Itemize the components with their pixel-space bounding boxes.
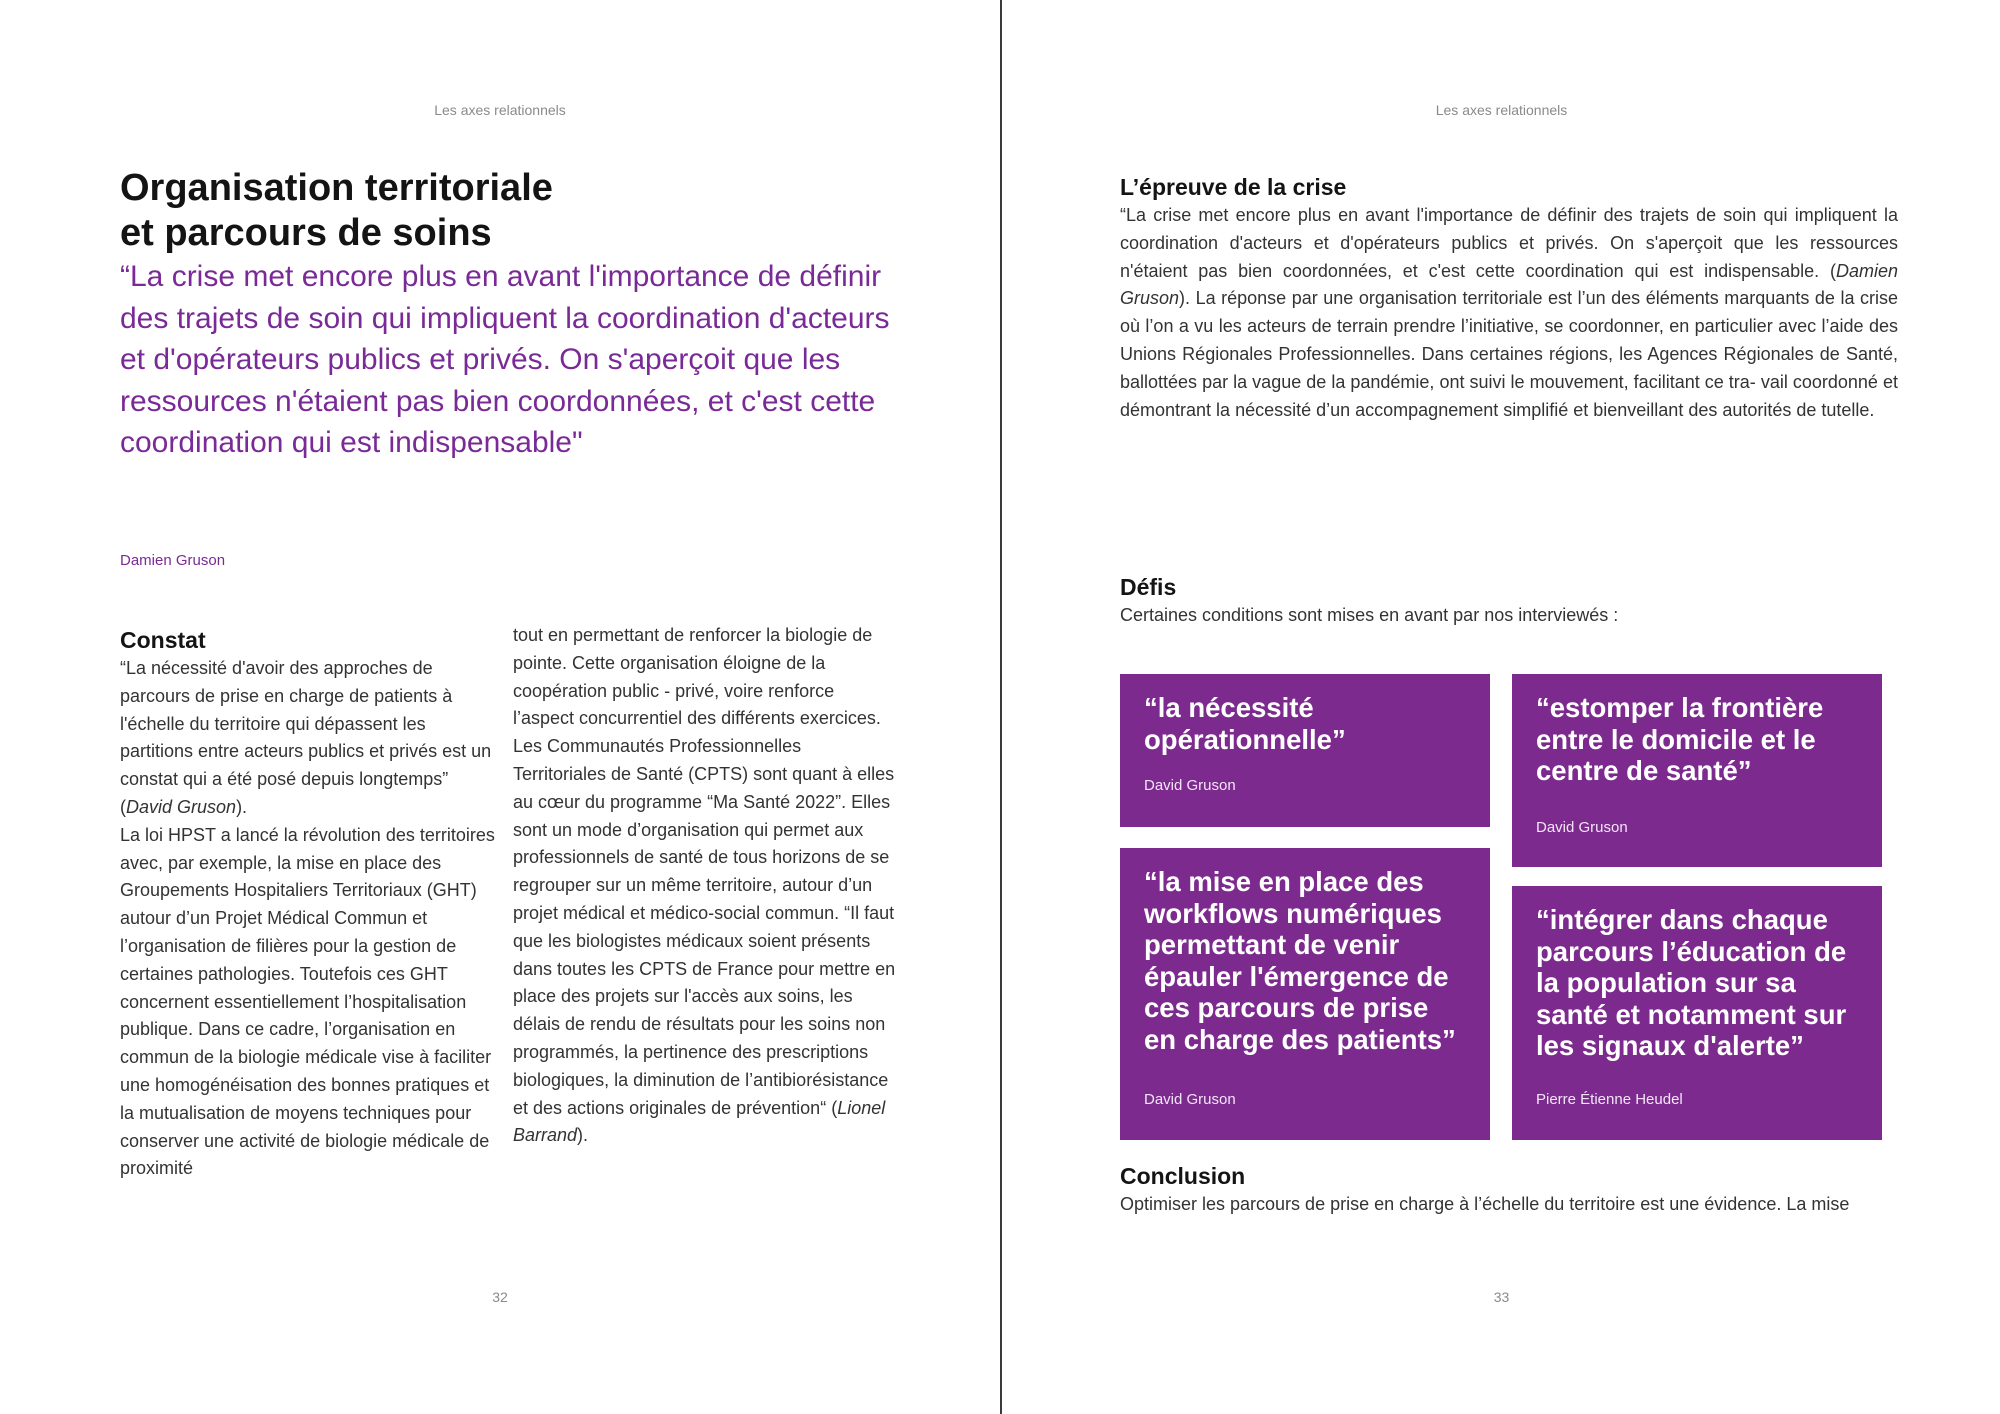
conclusion-text: Optimiser les parcours de prise en charge à l’échelle du territoire est une évidence. La mise bbox=[1120, 1194, 1850, 1214]
quote-card-text: “intégrer dans chaque parcours l’éducation de la population sur sa santé et notamment sur les signaux d'alerte” bbox=[1536, 904, 1847, 1061]
column-2-citation-author: Lionel Barrand bbox=[513, 1097, 886, 1146]
crisis-paragraph bbox=[1120, 202, 1898, 424]
page-title-line-2: et parcours de soins bbox=[120, 212, 492, 254]
crisis-section bbox=[1120, 172, 1898, 424]
column-2-paragraph-2-text: Les Communautés Professionnelles Territoriales de Santé (CPTS) sont quant à elles au cœur du programme “Ma Santé 2022”. Elles sont un mode d’organisation qui permet aux professionnels de santé de tous horizons de se regrouper sur un même territoire, autour d’un projet médical et médico-social commun. “Il faut que les biologistes médicaux soient présents dans toutes les CPTS de France pour mettre en place des projets sur l'accès aux soins, les délais de rendu de résultats pour les soins non programmés, la pertinence des prescriptions biologiques, la diminution de l’antibiorésistance et des actions originales de prévention“ ( bbox=[513, 736, 896, 1118]
challenges-intro: Certaines conditions sont mises en avant par nos interviewés : bbox=[1120, 605, 1619, 625]
constat-continued-column bbox=[513, 622, 896, 1150]
quote-card bbox=[1512, 674, 1882, 867]
right-page bbox=[1003, 0, 2000, 1414]
constat-section bbox=[120, 625, 500, 1183]
constat-paragraph-1-end: ). bbox=[236, 796, 248, 817]
page-number: 32 bbox=[492, 1289, 508, 1305]
conclusion-section bbox=[1120, 1161, 1910, 1219]
challenges-section bbox=[1120, 572, 1898, 630]
constat-heading: Constat bbox=[120, 627, 206, 653]
running-head: Les axes relationnels bbox=[434, 102, 566, 118]
quote-card-text: “estomper la frontière entre le domicile et le centre de santé” bbox=[1536, 692, 1824, 786]
quote-card bbox=[1120, 848, 1490, 1140]
crisis-text-2: ). La réponse par une organisation territoriale est l’un des éléments marquants de la crise où l’on a vu les acteurs de terrain prendre l’initiative, se coordonner, en particulier avec l’aide des Unions Régionales Professionnelles. Dans certaines régions, les Agences Régionales de Santé, ballottées par la vague de la pandémie, ont suivi le mouvement, facilitant ce tra- vail coordonné et démontrant la nécessité d’un accompagnement simplifié et bienveillant des autorités de tutelle. bbox=[1120, 288, 1898, 420]
quote-card bbox=[1120, 674, 1490, 827]
page-title-line-1: Organisation territoriale bbox=[120, 167, 553, 209]
page-title bbox=[120, 166, 820, 256]
crisis-citation-author: Damien Gruson bbox=[1120, 260, 1898, 309]
quote-card-author: David Gruson bbox=[1536, 819, 1628, 836]
pull-quote: “La crise met encore plus en avant l'importance de définir des trajets de soin qui impliquent la coordination d'acteurs et d'opérateurs publics et privés. On s'aperçoit que les ressources n'étaient pas bien coordonnées, et c'est cette coordination qui est indispensable" bbox=[120, 260, 890, 459]
column-2-paragraph-2 bbox=[513, 733, 896, 1150]
quote-card-text: “la nécessité opérationnelle” bbox=[1144, 692, 1346, 755]
column-2-paragraph-1: tout en permettant de renforcer la biologie de pointe. Cette organisation éloigne de la coopération public - privé, voire renforce l’aspect concurrentiel des différents exercices. bbox=[513, 625, 881, 729]
constat-paragraph-2: La loi HPST a lancé la révolution des territoires avec, par exemple, la mise en place des Groupements Hospitaliers Territoriaux (GHT) autour d’un Projet Médical Commun et l’organisation de filières pour la gestion de certaines pathologies. Toutefois ces GHT concernent essentiellement l’hospitalisation publique. Dans ce cadre, l’organisation en commun de la biologie médicale vise à faciliter une homogénéisation des bonnes pratiques et la mutualisation de moyens techniques pour conserver une activité de biologie médicale de proximité bbox=[120, 824, 495, 1179]
quote-card-author: David Gruson bbox=[1144, 1091, 1236, 1108]
constat-paragraph-1-text: “La nécessité d'avoir des approches de parcours de prise en charge de patients à l'échelle du territoire qui dépassent les partitions entre acteurs publics et privés est un constat qui a été posé depuis longtemps” ( bbox=[120, 658, 492, 817]
crisis-text-1: “La crise met encore plus en avant l'importance de définir des trajets de soin qui impliquent la coordination d'acteurs et d'opérateurs publics et privés. On s'aperçoit que les ressources n'étaient pas bien coordonnées, et c'est cette coordination qui est indispensable. ( bbox=[1120, 205, 1898, 281]
quote-card bbox=[1512, 886, 1882, 1140]
page-number: 33 bbox=[1493, 1289, 1510, 1305]
challenges-heading: Défis bbox=[1120, 574, 1177, 600]
quote-card-author: David Gruson bbox=[1144, 777, 1236, 794]
quote-card-text: “la mise en place des workflows numériques permettant de venir épauler l'émergence de ces parcours de prise en charge des patients” bbox=[1144, 866, 1456, 1055]
constat-paragraph-1 bbox=[120, 655, 500, 822]
running-head: Les axes relationnels bbox=[1435, 102, 1568, 118]
quote-card-author: Pierre Étienne Heudel bbox=[1536, 1091, 1683, 1108]
column-2-paragraph-2-end: ). bbox=[577, 1125, 589, 1146]
pull-quote-author: Damien Gruson bbox=[120, 552, 226, 569]
conclusion-heading: Conclusion bbox=[1120, 1163, 1246, 1189]
spread-gutter-divider bbox=[1000, 0, 1002, 1414]
constat-citation-author: David Gruson bbox=[126, 796, 237, 817]
crisis-heading: L’épreuve de la crise bbox=[1120, 174, 1347, 200]
